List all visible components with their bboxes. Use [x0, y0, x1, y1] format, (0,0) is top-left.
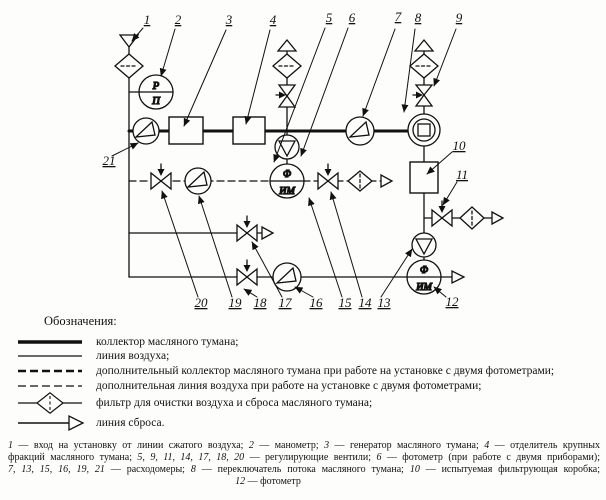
- vent-triangle-9: [415, 40, 433, 51]
- valve-9: [413, 85, 432, 106]
- air-filter-inlet: [115, 54, 143, 78]
- label-5: 5: [325, 10, 333, 25]
- air-filter-5: [273, 54, 301, 78]
- legend-row-discharge: [16, 412, 164, 434]
- label-4: 4: [269, 12, 277, 27]
- flow-meter-21: [133, 118, 159, 144]
- filter-box-under-test: [410, 162, 438, 193]
- label-20: 20: [194, 295, 208, 310]
- caption-line-2: фракций масляного тумана; 5, 9, 11, 14, 17, 18, 20 — регулирующие вентили; 6 — фотометр (при работе с двумя приборами);: [8, 452, 600, 463]
- label-6: 6: [348, 10, 356, 25]
- label-12: 12: [445, 294, 459, 309]
- valve-18: [237, 260, 257, 285]
- label-15: 15: [338, 295, 352, 310]
- discharge-arrow-14: [381, 175, 392, 187]
- vent-symbols: [120, 35, 433, 51]
- label-21: 21: [102, 153, 116, 168]
- label-10: 10: [452, 138, 466, 153]
- label-7: 7: [394, 9, 402, 24]
- label-14: 14: [358, 295, 372, 310]
- mist-flow-switch-8: [408, 114, 440, 146]
- label-9: 9: [455, 10, 463, 25]
- valve-20: [151, 164, 171, 189]
- label-2: 2: [174, 12, 182, 27]
- label-13: 13: [377, 295, 391, 310]
- svg-text:ИМ: ИМ: [279, 186, 295, 197]
- valve-11: [432, 201, 452, 226]
- svg-text:Р: Р: [152, 81, 160, 92]
- svg-text:ИМ: ИМ: [416, 282, 432, 293]
- flow-meter-7: [346, 117, 374, 145]
- label-19: 19: [228, 295, 242, 310]
- valve-17: [237, 216, 257, 241]
- legend-label: дополнительная линия воздуха при работе на установке с двумя фотометрами;: [96, 380, 482, 392]
- flow-meter-16: [273, 263, 301, 291]
- valve-5: [276, 85, 295, 107]
- flow-meter-19: [185, 168, 211, 194]
- photometer-6: [270, 164, 304, 198]
- valve-14: [318, 164, 338, 189]
- discharge-arrow-17: [262, 227, 273, 239]
- label-17: 17: [278, 295, 292, 310]
- svg-text:Ф: Ф: [282, 169, 292, 180]
- label-11: 11: [455, 167, 469, 182]
- instruments: [139, 75, 441, 294]
- air-filter-14: [348, 171, 372, 191]
- label-3: 3: [225, 12, 233, 27]
- air-filter-11: [460, 207, 484, 229]
- manometer-gauge: [139, 75, 173, 109]
- caption-line-4: 12 — фотометр: [235, 476, 301, 487]
- flow-meter-13: [412, 233, 436, 257]
- separator-box: [233, 117, 265, 144]
- air-filter-9: [410, 54, 438, 78]
- caption-line-3: 7, 13, 15, 16, 19, 21 — расходомеры; 8 — переключатель потока масляного тумана; 10 — испытуемая фильтрующая коробка;: [8, 464, 600, 475]
- discharge-arrow-12: [452, 271, 464, 283]
- legend-label: дополнительный коллектор масляного тумана при работе на установке с двумя фотометрами;: [96, 365, 555, 377]
- legend-label: коллектор масляного тумана;: [96, 336, 239, 348]
- legend-label: линия сброса.: [96, 417, 165, 429]
- label-18: 18: [253, 295, 267, 310]
- legend-label: фильтр для очистки воздуха и сброса масляного тумана;: [96, 397, 373, 409]
- label-16: 16: [309, 295, 323, 310]
- legend-label: линия воздуха;: [96, 350, 170, 362]
- label-1: 1: [143, 12, 151, 27]
- caption-line-1: 1 — вход на установку от линии сжатого воздуха; 2 — манометр; 3 — генератор масляного тумана; 4 — отделитель крупных: [8, 440, 600, 451]
- svg-text:Ф: Ф: [419, 265, 429, 276]
- legend-heading: Обозначения:: [44, 314, 117, 328]
- vent-triangle-5: [278, 40, 296, 51]
- flow-meter-15: [275, 135, 299, 159]
- svg-text:П: П: [152, 96, 160, 107]
- label-8: 8: [414, 10, 422, 25]
- legend-row-filter: [16, 392, 372, 414]
- discharge-arrow-11: [492, 212, 503, 224]
- filter-symbol-sample: [16, 392, 88, 414]
- discharge-arrow-sample: [16, 412, 88, 434]
